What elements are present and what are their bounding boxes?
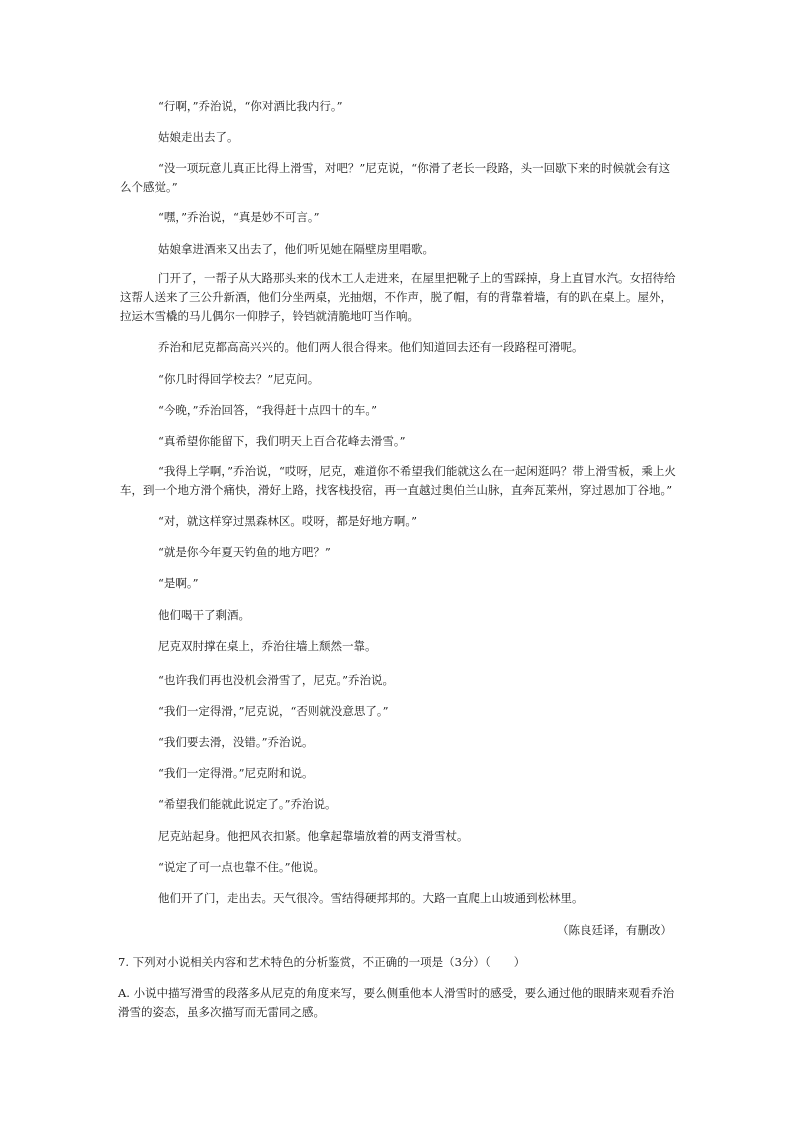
paragraph: “是啊。” [158, 576, 199, 590]
paragraph: 门开了，一帮子从大路那头来的伐木工人走进来，在屋里把靴子上的雪踩掉，身上直冒水汽。女招待给这帮人送来了三公升新酒，他们分坐两桌，光抽烟，不作声，脱了帽，有的背靠着墙，有的趴在桌上。屋外，拉运木雪橇的马儿偶尔一仰脖子，铃铛就清脆地叮当作响。 [120, 271, 676, 323]
paragraph: 姑娘拿进酒来又出去了，他们听见她在隔壁房里唱歌。 [158, 242, 434, 256]
translator-credit: （陈良廷译，有删改） [557, 923, 672, 937]
paragraph: 他们开了门，走出去。天气很冷。雪结得硬邦邦的。大路一直爬上山坡通到松林里。 [158, 891, 584, 905]
paragraph: “我们一定得滑，”尼克说，“否则就没意思了。” [158, 704, 389, 718]
paragraph: “今晚，”乔治回答，“我得赶十点四十的车。” [158, 403, 378, 417]
paragraph: “没一项玩意儿真正比得上滑雪，对吧？”尼克说，“你滑了老长一段路，头一回歇下来的时候就会有这么个感觉。” [120, 161, 671, 194]
paragraph: “也许我们再也没机会滑雪了，尼克。”乔治说。 [158, 673, 395, 687]
paragraph: “我们要去滑，没错。”乔治说。 [158, 735, 314, 749]
paragraph: “嘿，”乔治说，“真是妙不可言。” [158, 210, 320, 224]
paragraph: “我得上学啊，”乔治说，“哎呀，尼克，难道你不希望我们能就这么在一起闲逛吗？带上滑雪板，乘上火车，到一个地方滑个痛快，滑好上路，找客栈投宿，再一直越过奥伯兰山脉，直奔瓦莱州，穿过恩加丁谷地。” [120, 464, 676, 497]
paragraph: “行啊，”乔治说，“你对酒比我内行。” [158, 99, 343, 113]
paragraph: 姑娘走出去了。 [158, 130, 239, 144]
paragraph: 乔治和尼克都高高兴兴的。他们两人很合得来。他们知道回去还有一段路程可滑呢。 [158, 340, 584, 354]
paragraph: “对，就这样穿过黑森林区。哎呀，都是好地方啊。” [158, 514, 418, 528]
paragraph: “真希望你能留下，我们明天上百合花峰去滑雪。” [158, 434, 406, 448]
question-option-a: A. 小说中描写滑雪的段落多从尼克的角度来写，要么侧重他本人滑雪时的感受，要么通过他的眼睛来观看乔治滑雪的姿态，虽多次描写而无雷同之感。 [118, 986, 675, 1019]
paragraph: “希望我们能就此说定了。”乔治说。 [158, 797, 337, 811]
question-stem: 7. 下列对小说相关内容和艺术特色的分析鉴赏，不正确的一项是（3分）（ ） [118, 955, 526, 969]
paragraph: 尼克站起身。他把风衣扣紧。他拿起靠墙放着的两支滑雪杖。 [158, 829, 469, 843]
paragraph: “说定了可一点也靠不住。”他说。 [158, 860, 326, 874]
paragraph: “就是你今年夏天钓鱼的地方吧？” [158, 545, 331, 559]
paragraph: 尼克双肘撑在桌上，乔治往墙上颓然一靠。 [158, 639, 377, 653]
paragraph: “我们一定得滑。”尼克附和说。 [158, 766, 314, 780]
paragraph: 他们喝干了剩酒。 [158, 608, 250, 622]
paragraph: “你几时得回学校去？”尼克问。 [158, 372, 320, 386]
